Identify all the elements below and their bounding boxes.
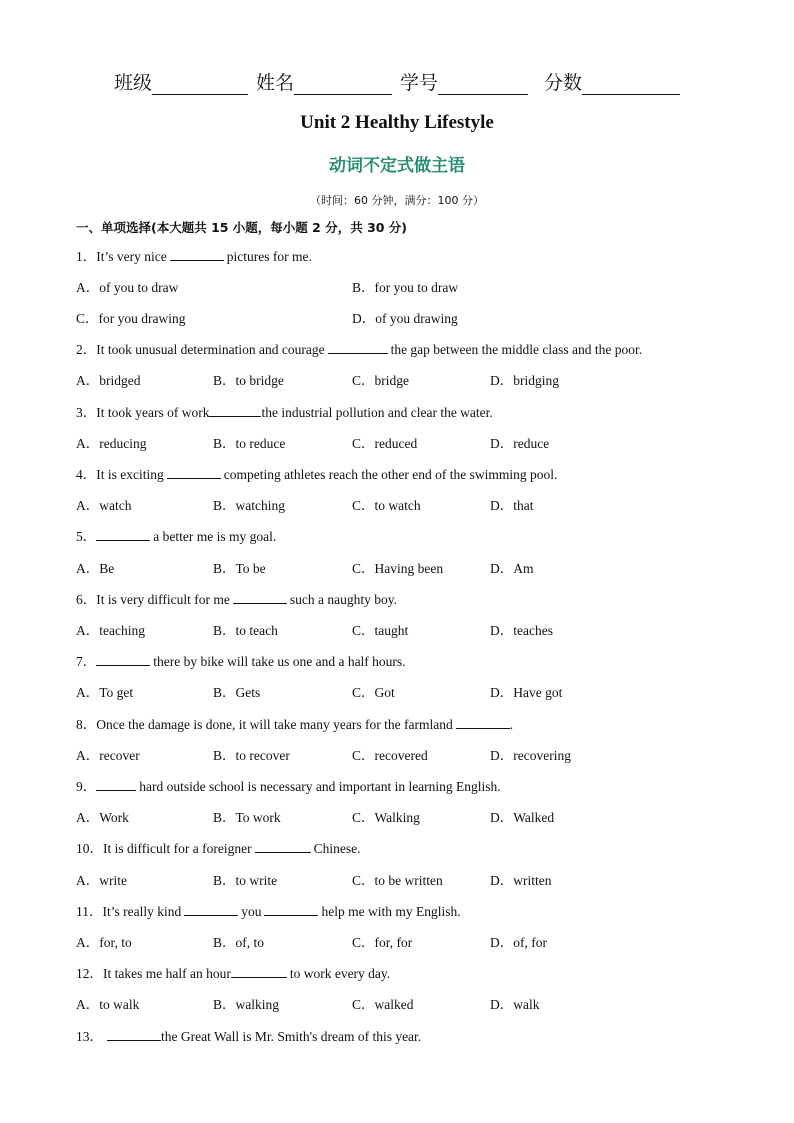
option-d[interactable]: D．that xyxy=(490,498,534,513)
score-blank[interactable] xyxy=(582,74,680,95)
answer-blank xyxy=(96,778,136,791)
page-subtitle: 动词不定式做主语 xyxy=(329,156,465,176)
option-c[interactable]: C．reduced xyxy=(352,436,418,451)
option-d[interactable]: D．of, for xyxy=(490,935,547,950)
option-b[interactable]: B．to bridge xyxy=(213,373,284,388)
name-blank[interactable] xyxy=(294,74,392,95)
option-a[interactable]: A．reducing xyxy=(76,436,147,451)
question-3: 3．It took years of work the industrial pollution and clear the water. xyxy=(76,405,493,420)
option-a[interactable]: A．Be xyxy=(76,561,115,576)
option-d[interactable]: D．Have got xyxy=(490,685,563,700)
answer-blank xyxy=(170,248,224,261)
question-12: 12．It takes me half an hour to work every day. xyxy=(76,966,391,981)
option-d[interactable]: D．Am xyxy=(490,561,534,576)
option-a[interactable]: A．for, to xyxy=(76,935,132,950)
option-a[interactable]: A．recover xyxy=(76,748,140,763)
student-id-field[interactable]: 学号 xyxy=(400,68,528,95)
question-11: 11．It’s really kind you help me with my English. xyxy=(76,904,461,919)
option-a[interactable]: A．teaching xyxy=(76,623,145,638)
score-field[interactable]: 分数 xyxy=(544,68,680,95)
student-id-blank[interactable] xyxy=(438,74,528,95)
section-heading: 一、单项选择(本大题共 15 小题，每小题 2 分，共 30 分) xyxy=(76,220,408,235)
option-c[interactable]: C．to be written xyxy=(352,873,443,888)
option-a[interactable]: A．to walk xyxy=(76,997,140,1012)
answer-blank xyxy=(184,903,238,916)
name-field[interactable]: 姓名 xyxy=(256,68,392,95)
option-c[interactable]: C．Got xyxy=(352,685,395,700)
answer-blank xyxy=(107,1028,161,1041)
option-b[interactable]: B．To work xyxy=(213,810,281,825)
option-b[interactable]: B．to write xyxy=(213,873,278,888)
question-1: 1．It’s very nice pictures for me. xyxy=(76,249,312,264)
answer-blank xyxy=(167,466,221,479)
question-9: 9． hard outside school is necessary and important in learning English. xyxy=(76,779,501,794)
option-c[interactable]: C．walked xyxy=(352,997,414,1012)
option-c[interactable]: C．recovered xyxy=(352,748,428,763)
option-c[interactable]: C．Having been xyxy=(352,561,444,576)
answer-blank xyxy=(96,528,150,541)
option-d[interactable]: D．reduce xyxy=(490,436,550,451)
question-4: 4．It is exciting competing athletes reach the other end of the swimming pool. xyxy=(76,467,558,482)
answer-blank xyxy=(255,840,311,853)
option-b[interactable]: B．to recover xyxy=(213,748,290,763)
option-b[interactable]: B．to reduce xyxy=(213,436,286,451)
student-info-header xyxy=(0,68,794,95)
option-a[interactable]: A．write xyxy=(76,873,127,888)
option-c[interactable]: C．for, for xyxy=(352,935,413,950)
answer-blank xyxy=(96,653,150,666)
option-d[interactable]: D．walk xyxy=(490,997,540,1012)
option-b[interactable]: B．of, to xyxy=(213,935,265,950)
answer-blank xyxy=(209,404,261,417)
option-b[interactable]: B．for you to draw xyxy=(352,280,459,295)
option-c[interactable]: C．Walking xyxy=(352,810,420,825)
option-d[interactable]: D．of you drawing xyxy=(352,311,458,326)
option-a[interactable]: A．of you to draw xyxy=(76,280,179,295)
option-a[interactable]: A．To get xyxy=(76,685,134,700)
question-8: 8．Once the damage is done, it will take many years for the farmland . xyxy=(76,717,514,732)
option-b[interactable]: B．to teach xyxy=(213,623,278,638)
option-a[interactable]: A．Work xyxy=(76,810,129,825)
option-d[interactable]: D．bridging xyxy=(490,373,559,388)
option-b[interactable]: B．Gets xyxy=(213,685,261,700)
option-c[interactable]: C．for you drawing xyxy=(76,311,186,326)
option-c[interactable]: C．taught xyxy=(352,623,409,638)
page-title: Unit 2 Healthy Lifestyle xyxy=(300,112,494,133)
option-b[interactable]: B．walking xyxy=(213,997,279,1012)
question-5: 5． a better me is my goal. xyxy=(76,529,277,544)
answer-blank xyxy=(231,965,287,978)
option-b[interactable]: B．To be xyxy=(213,561,266,576)
option-c[interactable]: C．bridge xyxy=(352,373,409,388)
question-6: 6．It is very difficult for me such a naughty boy. xyxy=(76,592,397,607)
question-13: 13． the Great Wall is Mr. Smith's dream of this year. xyxy=(76,1029,422,1044)
option-b[interactable]: B．watching xyxy=(213,498,285,513)
exam-info: （时间：60 分钟，满分：100 分） xyxy=(310,194,484,207)
option-d[interactable]: D．written xyxy=(490,873,552,888)
class-blank[interactable] xyxy=(152,74,248,95)
option-a[interactable]: A．bridged xyxy=(76,373,141,388)
answer-blank xyxy=(456,716,510,729)
question-10: 10．It is difficult for a foreigner Chinese. xyxy=(76,841,361,856)
option-d[interactable]: D．Walked xyxy=(490,810,555,825)
question-2: 2．It took unusual determination and courage the gap between the middle class and the poor. xyxy=(76,342,643,357)
answer-blank xyxy=(328,341,388,354)
answer-blank xyxy=(264,903,318,916)
option-c[interactable]: C．to watch xyxy=(352,498,421,513)
answer-blank xyxy=(233,591,287,604)
class-field[interactable]: 班级 xyxy=(114,68,248,95)
option-d[interactable]: D．recovering xyxy=(490,748,571,763)
question-7: 7． there by bike will take us one and a half hours. xyxy=(76,654,406,669)
option-d[interactable]: D．teaches xyxy=(490,623,553,638)
option-a[interactable]: A．watch xyxy=(76,498,132,513)
